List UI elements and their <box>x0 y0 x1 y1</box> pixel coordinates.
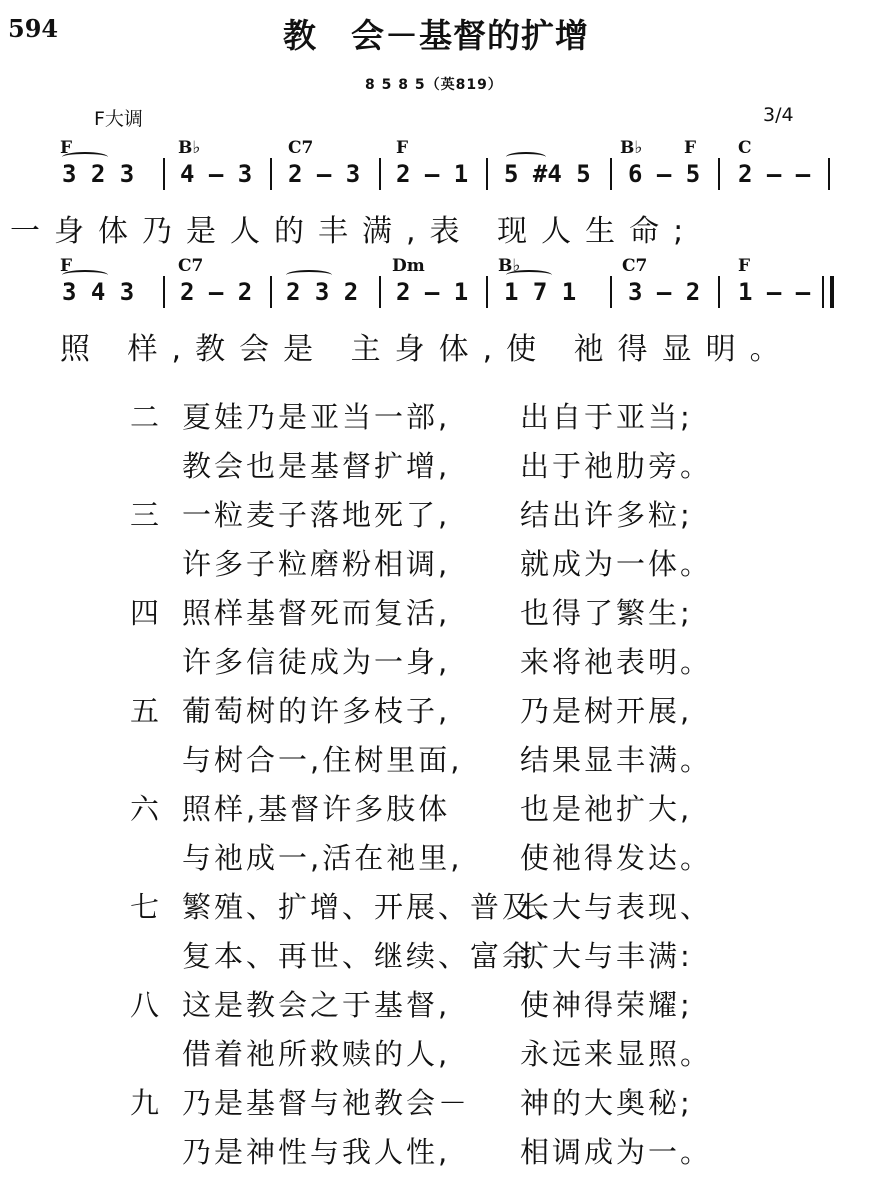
verse-text-left: 夏娃乃是亚当一部, <box>182 400 451 434</box>
chord-symbol: C7 <box>178 256 204 276</box>
verse-text-right: 神的大奥秘; <box>520 1086 693 1120</box>
measure: 2 3 2 <box>286 278 359 306</box>
verse-list <box>130 395 830 1179</box>
bar-line <box>718 276 720 308</box>
hymn-title: 教 会－基督的扩增 <box>283 16 589 55</box>
verse-line <box>130 1032 830 1081</box>
chord-symbol: B♭ <box>178 138 201 158</box>
verse-text-right: 长大与表现、 <box>520 890 713 924</box>
verse-line <box>130 934 830 983</box>
bar-line <box>163 276 165 308</box>
measure: 2 — 1 <box>396 160 469 188</box>
chord-symbol: C7 <box>622 256 648 276</box>
bar-line <box>163 158 165 190</box>
measure: 3 — 2 <box>628 278 701 306</box>
chord-symbol: B♭ <box>620 138 643 158</box>
verse-line <box>130 493 830 542</box>
verse-text-right: 也是祂扩大, <box>520 792 693 826</box>
verse-text-left: 许多信徒成为一身, <box>182 645 451 679</box>
verse-text-left: 教会也是基督扩增, <box>182 449 451 483</box>
final-bar-line <box>822 276 824 308</box>
verse-number: 四 <box>130 596 163 630</box>
verse-text-right: 扩大与丰满: <box>520 939 693 973</box>
measure: 2 — 3 <box>288 160 361 188</box>
measure: 3 2 3 <box>62 160 135 188</box>
verse-text-right: 使神得荣耀; <box>520 988 693 1022</box>
verse-text-left: 借着祂所救赎的人, <box>182 1037 451 1071</box>
verse-number: 三 <box>130 498 163 532</box>
verse-number: 五 <box>130 694 163 728</box>
verse-line <box>130 1130 830 1179</box>
verse-number: 二 <box>130 400 163 434</box>
verse-line <box>130 591 830 640</box>
bar-line <box>610 158 612 190</box>
verse-line <box>130 640 830 689</box>
chord-symbol: F <box>60 256 73 276</box>
verse-text-right: 来将祂表明。 <box>520 645 713 679</box>
lyric-line: 一身体乃是人的丰满,表 现人生命; <box>10 214 698 249</box>
verse-line <box>130 787 830 836</box>
chord-symbol: B♭ <box>498 256 521 276</box>
verse-number: 九 <box>130 1086 163 1120</box>
verse-line <box>130 836 830 885</box>
verse-text-right: 相调成为一。 <box>520 1135 713 1169</box>
verse-text-left: 照样,基督许多肢体 <box>182 792 451 826</box>
verse-text-right: 也得了繁生; <box>520 596 693 630</box>
verse-number: 八 <box>130 988 163 1022</box>
lyric-line: 照 样,教会是 主身体,使 祂得显明。 <box>60 332 794 367</box>
chord-symbol: F <box>738 256 751 276</box>
verse-text-right: 使祂得发达。 <box>520 841 713 875</box>
verse-line <box>130 983 830 1032</box>
verse-line <box>130 542 830 591</box>
verse-text-right: 出自于亚当; <box>520 400 693 434</box>
verse-line <box>130 395 830 444</box>
bar-line <box>486 276 488 308</box>
verse-text-left: 照样基督死而复活, <box>182 596 451 630</box>
verse-line <box>130 689 830 738</box>
verse-text-left: 许多子粒磨粉相调, <box>182 547 451 581</box>
measure: 6 — 5 <box>628 160 701 188</box>
chord-symbol: F <box>684 138 697 158</box>
verse-line <box>130 1081 830 1130</box>
measure: 2 — 1 <box>396 278 469 306</box>
measure: 2 — 2 <box>180 278 253 306</box>
measure: 3 4 3 <box>62 278 135 306</box>
bar-line <box>718 158 720 190</box>
verse-text-right: 出于祂肋旁。 <box>520 449 713 483</box>
bar-line <box>270 276 272 308</box>
verse-text-right: 永远来显照。 <box>520 1037 713 1071</box>
verse-text-left: 繁殖、扩增、开展、普及、 <box>182 890 567 924</box>
verse-text-right: 乃是树开展, <box>520 694 693 728</box>
verse-text-right: 结出许多粒; <box>520 498 693 532</box>
verse-text-right: 结果显丰满。 <box>520 743 713 777</box>
measure: 4 — 3 <box>180 160 253 188</box>
measure: 2 — — <box>738 160 811 188</box>
measure: 1 7 1 <box>504 278 577 306</box>
measure: 1 — — <box>738 278 811 306</box>
verse-text-right: 就成为一体。 <box>520 547 713 581</box>
bar-line <box>379 276 381 308</box>
verse-line <box>130 885 830 934</box>
verse-text-left: 与树合一,住树里面, <box>182 743 463 777</box>
chord-symbol: C <box>738 138 752 158</box>
verse-line <box>130 444 830 493</box>
verse-text-left: 乃是基督与祂教会－ <box>182 1086 471 1120</box>
hymn-meter: 8 5 8 5（英819） <box>365 77 503 93</box>
verse-line <box>130 738 830 787</box>
chord-symbol: C7 <box>288 138 314 158</box>
verse-text-left: 一粒麦子落地死了, <box>182 498 451 532</box>
chord-symbol: Dm <box>392 256 425 276</box>
final-bar-line <box>830 276 834 308</box>
verse-number: 六 <box>130 792 163 826</box>
chord-symbol: F <box>396 138 409 158</box>
verse-text-left: 葡萄树的许多枝子, <box>182 694 451 728</box>
chord-symbol: F <box>60 138 73 158</box>
verse-text-left: 复本、再世、继续、富余、 <box>182 939 567 973</box>
bar-line <box>379 158 381 190</box>
verse-text-left: 与祂成一,活在祂里, <box>182 841 463 875</box>
measure: 5 #4 5 <box>504 160 591 188</box>
verse-text-left: 乃是神性与我人性, <box>182 1135 451 1169</box>
bar-line <box>610 276 612 308</box>
verse-text-left: 这是教会之于基督, <box>182 988 451 1022</box>
hymn-number: 594 <box>8 14 59 43</box>
verse-number: 七 <box>130 890 163 924</box>
key-signature: F大调 <box>94 108 143 130</box>
bar-line <box>828 158 830 190</box>
time-signature: 3/4 <box>763 104 794 126</box>
bar-line <box>270 158 272 190</box>
bar-line <box>486 158 488 190</box>
